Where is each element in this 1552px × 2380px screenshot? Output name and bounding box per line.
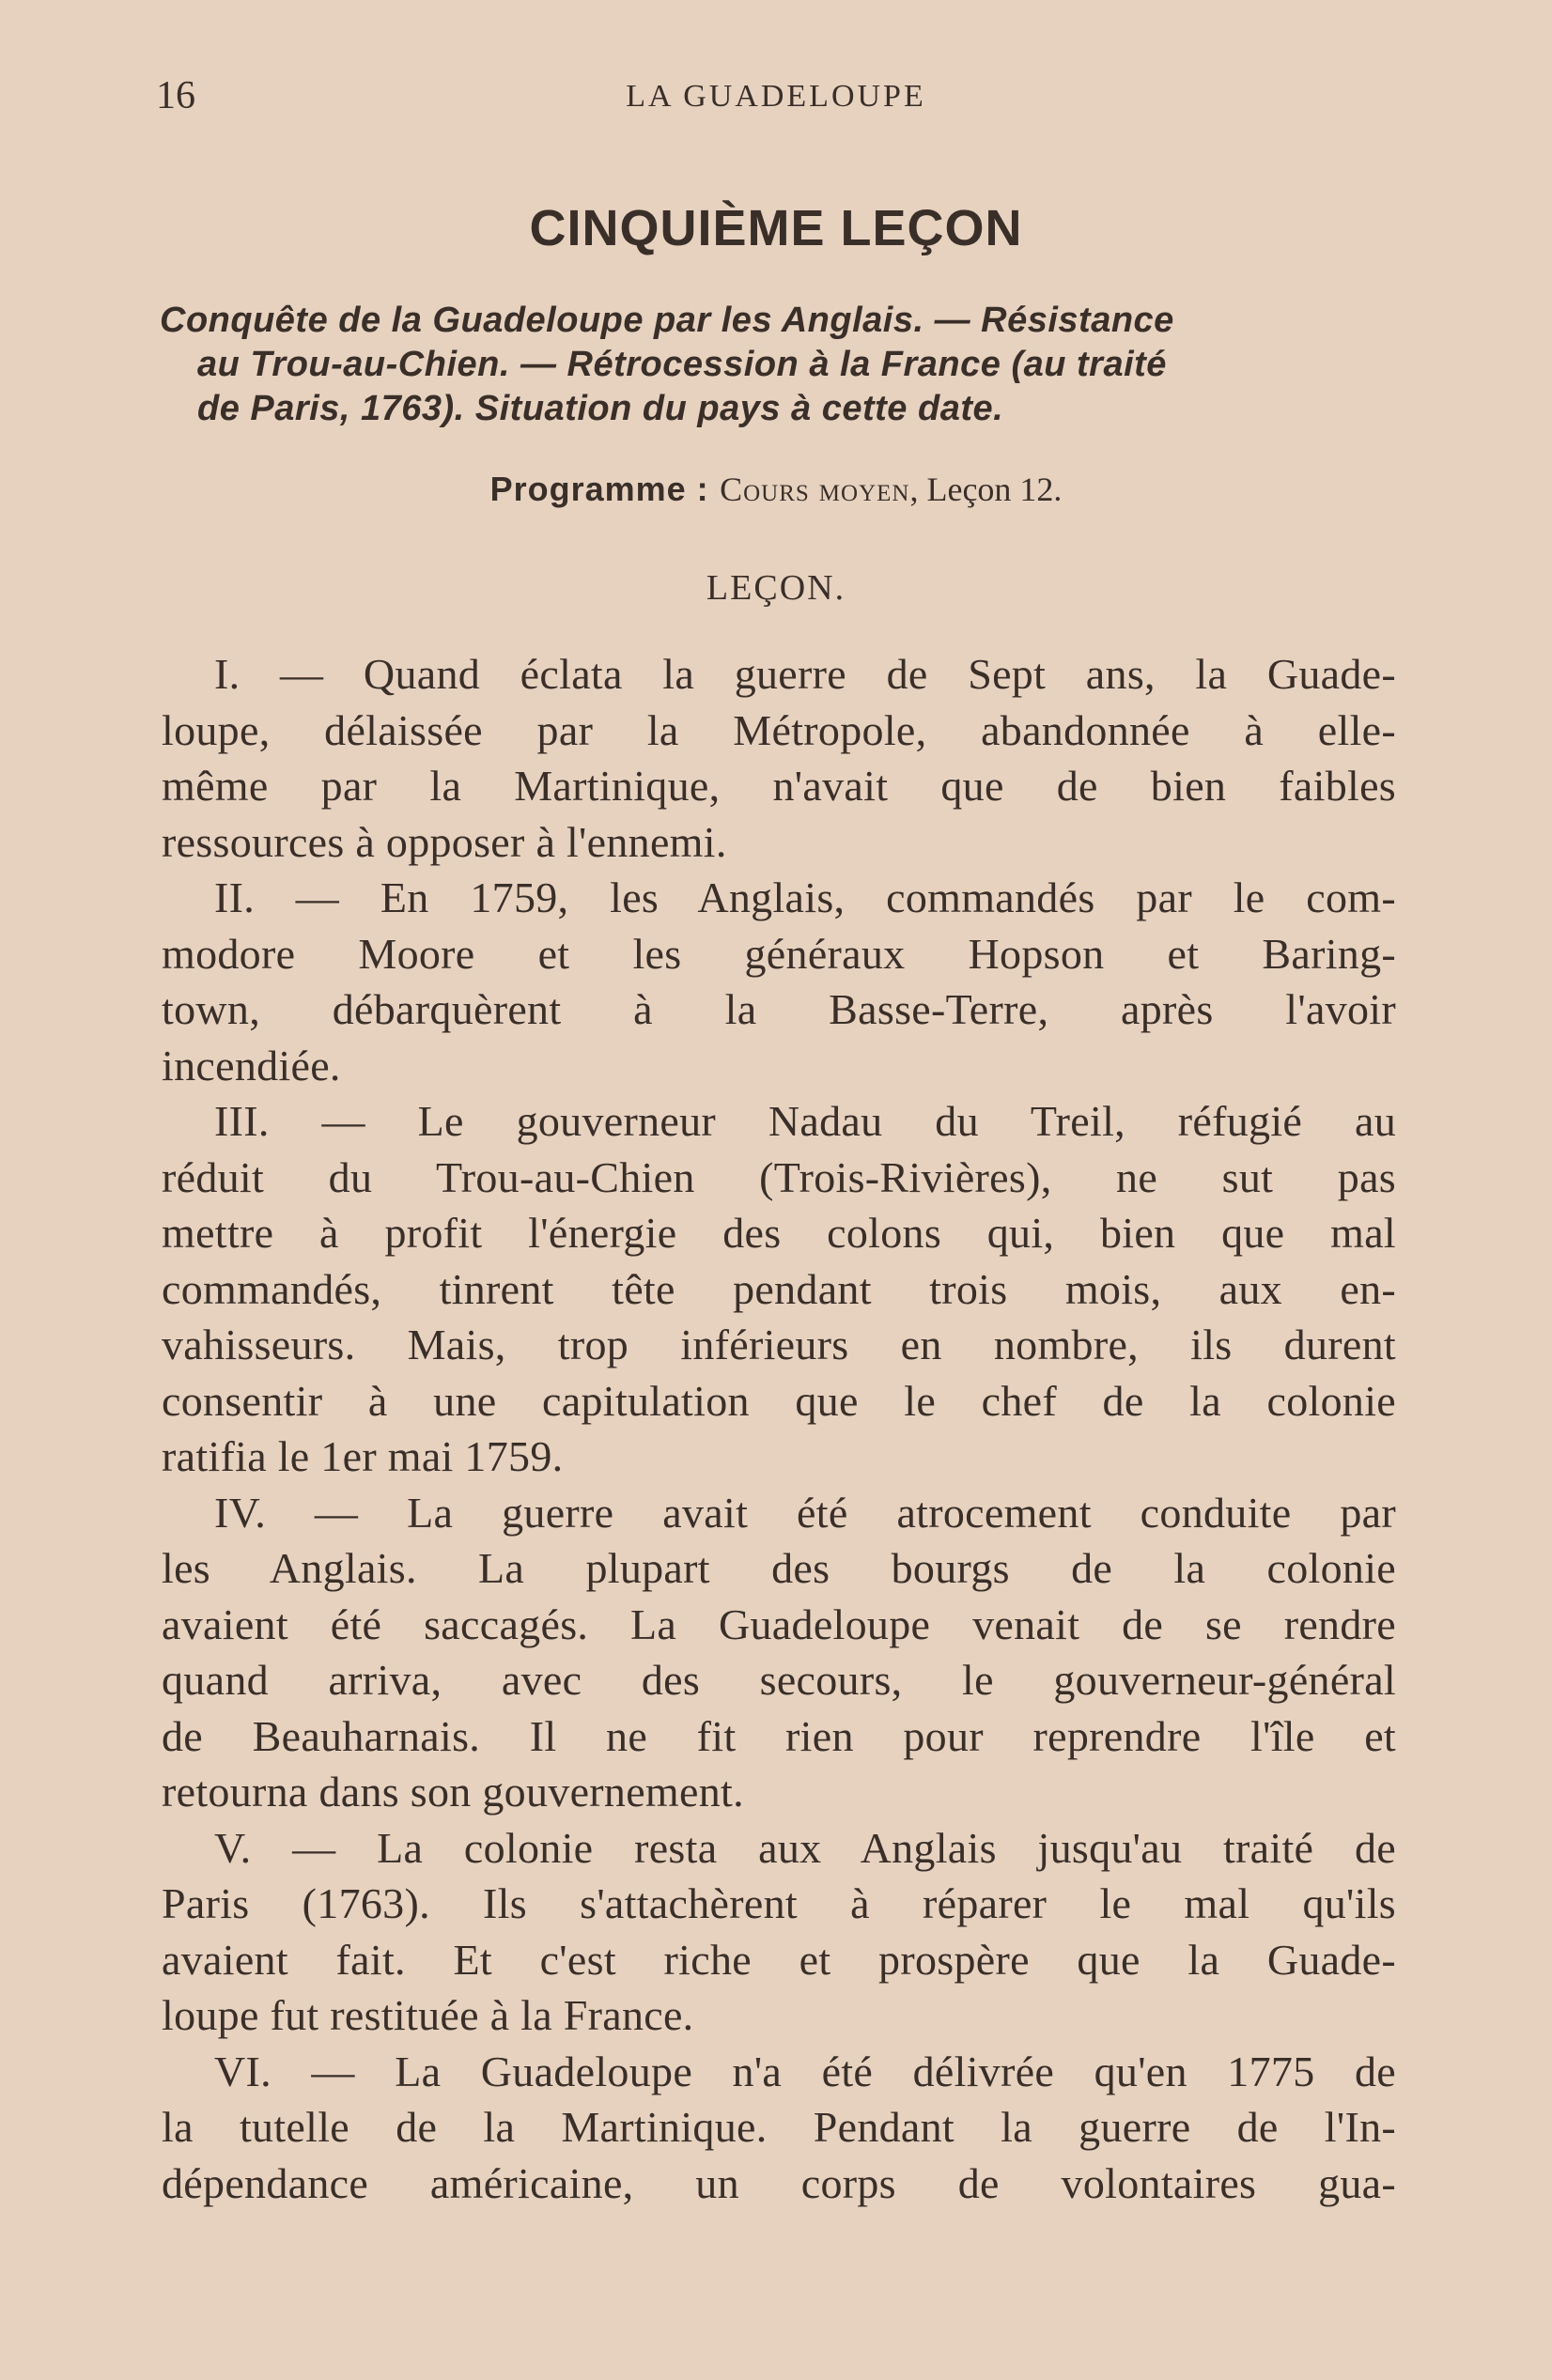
text-line: même par la Martinique, n'avait que de bien faibles — [162, 762, 1396, 810]
text-line: incendiée. — [162, 1041, 341, 1090]
text-line: dépendance américaine, un corps de volontaires gua- — [162, 2158, 1396, 2207]
summary-line: au Trou-au-Chien. — Rétrocession à la France (au traité — [197, 345, 1167, 384]
text-line: commandés, tinrent tête pendant trois mois, aux en- — [162, 1264, 1396, 1313]
text-line: III. — Le gouverneur Nadau du Treil, réfugié au — [214, 1097, 1396, 1145]
text-line: de Beauharnais. Il ne fit rien pour reprendre l'île et — [162, 1711, 1396, 1760]
paragraph-2 — [162, 870, 1396, 1093]
lesson-title: CINQUIÈME LEÇON — [529, 200, 1023, 256]
programme-course: Cours moyen — [720, 471, 910, 508]
paragraph-5 — [162, 1820, 1396, 2044]
text-line: réduit du Trou-au-Chien (Trois-Rivières), ne sut pas — [162, 1152, 1396, 1201]
paragraph-1 — [162, 646, 1396, 870]
text-line: avaient fait. Et c'est riche et prospère que la Guade- — [162, 1935, 1396, 1984]
text-line: Paris (1763). Ils s'attachèrent à réparer le mal qu'ils — [162, 1879, 1396, 1927]
running-title: LA GUADELOUPE — [626, 79, 926, 114]
lesson-summary — [160, 299, 1390, 431]
text-line: la tutelle de la Martinique. Pendant la guerre de l'In- — [162, 2103, 1396, 2151]
text-line: town, débarquèrent à la Basse-Terre, après l'avoir — [162, 985, 1396, 1033]
text-line: mettre à profit l'énergie des colons qui, bien que mal — [162, 1209, 1396, 1257]
text-line: ratifia le 1er mai 1759. — [162, 1432, 564, 1480]
text-line: modore Moore et les généraux Hopson et Baring- — [162, 929, 1396, 978]
text-line: avaient été saccagés. La Guadeloupe venait de se rendre — [162, 1600, 1396, 1648]
text-line: loupe, délaissée par la Métropole, abandonnée à elle- — [162, 705, 1396, 754]
text-line: consentir à une capitulation que le chef de la colonie — [162, 1376, 1396, 1425]
text-line: IV. — La guerre avait été atrocement conduite par — [214, 1488, 1396, 1537]
text-line: quand arriva, avec des secours, le gouverneur-général — [162, 1656, 1396, 1704]
text-line: les Anglais. La plupart des bourgs de la colonie — [162, 1544, 1396, 1592]
text-line: retourna dans son gouvernement. — [162, 1768, 744, 1816]
summary-line: Conquête de la Guadeloupe par les Anglais. — Résistance — [160, 301, 1174, 340]
page-header — [156, 73, 1396, 130]
text-line: vahisseurs. Mais, trop inférieurs en nombre, ils durent — [162, 1321, 1396, 1368]
text-line: V. — La colonie resta aux Anglais jusqu'au traité de — [214, 1823, 1396, 1872]
lesson-body — [162, 646, 1396, 2211]
text-line: I. — Quand éclata la guerre de Sept ans, la Guade- — [214, 650, 1396, 698]
text-line: II. — En 1759, les Anglais, commandés par le com- — [214, 873, 1396, 921]
paragraph-4 — [162, 1485, 1396, 1820]
programme-label: Programme : — [489, 470, 709, 508]
page-number: 16 — [156, 74, 195, 117]
paragraph-3 — [162, 1093, 1396, 1485]
programme-line — [0, 470, 1552, 509]
paragraph-6 — [162, 2044, 1396, 2212]
text-line: ressources à opposer à l'ennemi. — [162, 817, 727, 866]
text-line: VI. — La Guadeloupe n'a été délivrée qu'en 1775 de — [214, 2047, 1396, 2095]
text-line: loupe fut restituée à la France. — [162, 1991, 694, 2039]
lecon-heading: LEÇON. — [706, 568, 846, 608]
summary-line: de Paris, 1763). Situation du pays à cette date. — [197, 389, 1004, 428]
programme-lesson-ref: , Leçon 12. — [909, 471, 1063, 508]
